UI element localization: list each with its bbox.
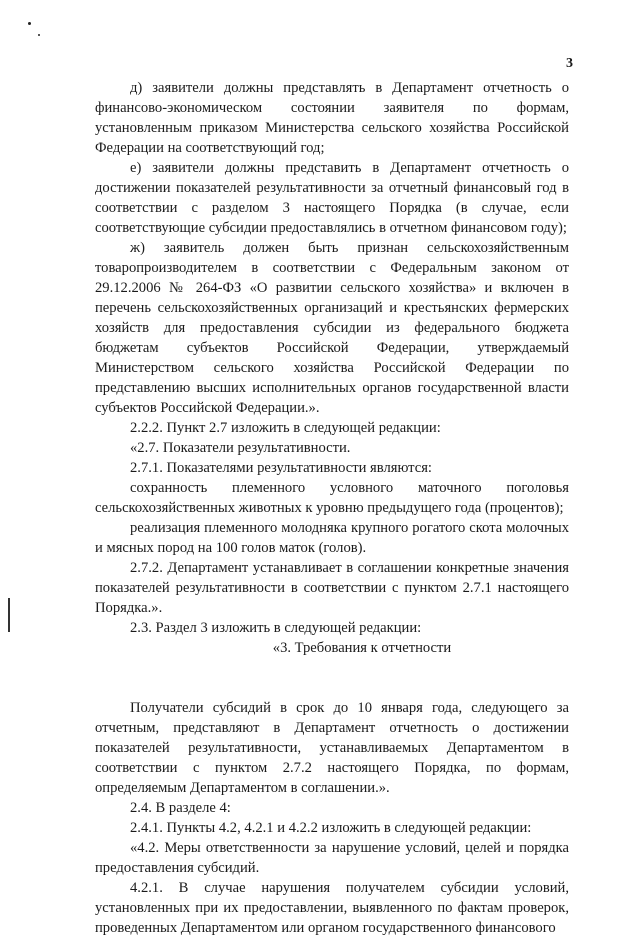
paragraph-2-3: 2.3. Раздел 3 изложить в следующей редакции: bbox=[130, 620, 422, 636]
document-body bbox=[95, 78, 569, 938]
paragraph-2-4-1: 2.4.1. Пункты 4.2, 4.2.1 и 4.2.2 изложить в следующей редакции: bbox=[130, 820, 532, 836]
paragraph-d: д) заявители должны представлять в Департамент отчетность о финансово-экономическом состоянии заявителя по формам, установленным приказом Министерства сельского хозяйства Российской Федерации на соответствующий год; bbox=[95, 80, 569, 156]
paragraph-2-2-2: 2.2.2. Пункт 2.7 изложить в следующей редакции: bbox=[130, 420, 441, 436]
paragraph-2-4: 2.4. В разделе 4: bbox=[130, 800, 231, 816]
paragraph-indicator-2: реализация племенного молодняка крупного рогатого скота молочных и мясных пород на 100 голов маток (голов). bbox=[95, 520, 569, 556]
margin-mark bbox=[8, 598, 10, 632]
paragraph-zh: ж) заявитель должен быть признан сельскохозяйственным товаропроизводителем в соответствии с Федеральным законом от 29.12.2006 № 264-ФЗ «О развитии сельского хозяйства» и включен в перечень сельскохозяйственных организаций и крестьянских фермерских хозяйств для предоставления субсидии из федерального бюджета бюджетам субъектов Российской Федерации, утверждаемый Министерством сельского хозяйства Российской Федерации по представлению высших исполнительных органов государственной власти субъектов Российской Федерации.». bbox=[95, 240, 569, 416]
scan-speck bbox=[28, 22, 31, 25]
paragraph-reporting: Получатели субсидий в срок до 10 января года, следующего за отчетным, представляют в Департамент отчетность о достижении показателей результативности, устанавливаемых Департаментом в соответствии с пунктом 2.7.2 настоящего Порядка, по формам, определяемым Департаментом в соглашении.». bbox=[95, 700, 569, 796]
paragraph-2-7-heading: «2.7. Показатели результативности. bbox=[130, 440, 351, 456]
paragraph-indicator-1: сохранность племенного условного маточного поголовья сельскохозяйственных животных к уровню предыдущего года (процентов); bbox=[95, 480, 569, 516]
page-number: 3 bbox=[566, 56, 573, 71]
section-3-title: «3. Требования к отчетности bbox=[272, 640, 452, 656]
paragraph-2-7-2: 2.7.2. Департамент устанавливает в соглашении конкретные значения показателей результативности в соответствии с пунктом 2.7.1 настоящего Порядка.». bbox=[95, 560, 569, 616]
scan-speck bbox=[38, 34, 40, 36]
paragraph-2-7-1: 2.7.1. Показателями результативности являются: bbox=[130, 460, 432, 476]
paragraph-4-2-1: 4.2.1. В случае нарушения получателем субсидии условий, установленных при их предоставлении, выявленного по фактам проверок, проведенных Департаментом или органом государственного финансового bbox=[95, 880, 569, 936]
paragraph-e: е) заявители должны представить в Департамент отчетность о достижении показателей результативности за отчетный финансовый год в соответствии с разделом 3 настоящего Порядка (в случае, если соответствующие субсидии предоставлялись в отчетном финансовом году); bbox=[95, 160, 569, 236]
paragraph-4-2: «4.2. Меры ответственности за нарушение условий, целей и порядка предоставления субсидий. bbox=[95, 840, 569, 876]
